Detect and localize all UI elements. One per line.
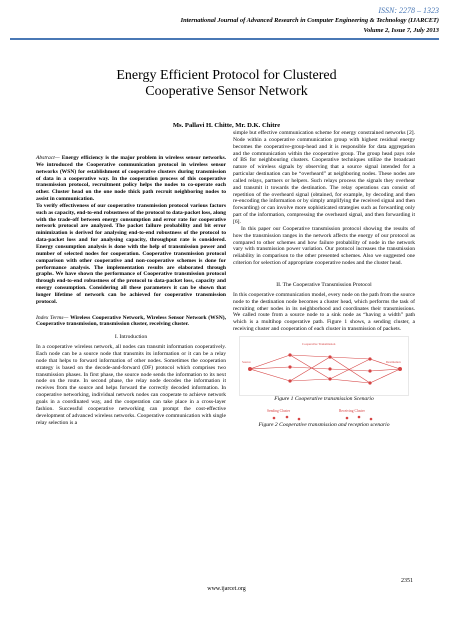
- introduction-text: In a cooperative wireless network, all nodes can transmit information cooperatively. Each node can be a source node that transmits its information or it can be a relay node that helps to forward information of other nodes. Sometimes the cooperation strategy is based on the decode-and-forward (DF) protocol which comprises two transmission phases. In first phase, the source node sends the information to its next node on the route. In second phase, the relay node decodes the information it receives from the source and helps forward the correctly decoded information. In cooperative networking, individual network nodes can cooperate to achieve network goals in a coordinated way, and the cooperation can take place in a cross-layer fashion. Successful cooperative networking can prompt the cost-effective development of advanced wireless networks. Cooperative communication with single relay selection is a: [36, 344, 226, 426]
- abstract: [36, 155, 226, 203]
- left-column: [36, 155, 226, 426]
- figure-1-links: [250, 355, 400, 383]
- issn: ISSN: 2278 – 1323: [378, 6, 439, 15]
- paper-title: [0, 68, 453, 100]
- authors: Ms. Pallavi H. Chitte, Mr. D.K. Chitre: [172, 122, 281, 129]
- figure-2-label-sending: Sending Cluster: [267, 408, 291, 413]
- figure-2-graphic: [239, 406, 409, 422]
- right-column: [233, 130, 415, 429]
- section-2-text: In this cooperative communication model, every node on the path from the source node to the destination node becomes a cluster head, which performs the task of recruiting other nodes in its neighborhood and coordinates their transmissions. We called route from a source node to a sink node as “having a width” path which is a multihop cooperative path. Figure 1 shows, a sending cluster, a receiving cluster and cooperation of each cluster in transmission of packets.: [233, 291, 415, 333]
- figure-2: [239, 406, 409, 422]
- figure-2-nodes: [273, 416, 373, 421]
- index-terms-label: Index Terms—: [36, 314, 71, 321]
- abstract-body: Energy efficiency is the major problem in wireless sensor networks. We introduced the Cooperative communication protocol in wireless sensor networks (WSN) for establishment of cooperative clusters during transmission of data in a cooperative way. In the cooperation process of this cooperative transmission protocol, recruitment policy helps the nodes to co-operate each other. Cluster head on the one node thick path recruit neighboring nodes to assist in communication.: [36, 155, 226, 203]
- figure-2-caption: Figure 2 Cooperative transmission and reception scenario: [258, 421, 390, 428]
- figure-1: [239, 336, 409, 396]
- journal-name: International Journal of Advanced Research in Computer Engineering & Technology (IJARCET): [180, 17, 439, 24]
- right-paragraph-1: simple but effective communication scheme for energy constrained networks [2]. Node within a cooperative communication group with highest residual energy becomes the cooperative-group-head and it is responsible for data aggregation and the communication within the cooperative group. The group head pays role of BS for neighbouring clusters. Cooperative techniques utilize the broadcast nature of wireless signals by observing that a source signal intended for a particular destination can be “overheard” at neighboring nodes. These nodes are called relays, partners or helpers. Such relays process the signals they overhear and transmit it towards the destination. The relay operations can consist of repetition of the overheard signal (obtained, for example, by decoding and then re-encoding the information or by simply amplifying the received signal and then forwarding) or can involve more sophisticated strategies such as forwarding only part of the information, compressing the overheard signal, and then forwarding it [6].: [233, 130, 415, 225]
- title-line-1: Energy Efficient Protocol for Clustered: [116, 68, 337, 83]
- page-number: 2351: [401, 578, 413, 584]
- footer-url: www.ijarcet.org: [207, 586, 246, 592]
- index-terms: [36, 315, 226, 329]
- figure-1-caption: Figure 1 Cooperative transmission Scenario: [274, 395, 374, 402]
- abstract-continued: To verify effectiveness of our cooperative transmission protocol various factors such as capacity, end-to-end robustness of the protocol to data-packet loss, along with the trade-off between energy consumption and error rate for cooperative network protocol are analyzed. The packet failure probability and bit error minimization is derived for analysing end-to-end robustness of the protocol to data-packet loss and for analysing capacity, throughput rate is considered. Energy consumption analysis is done with the help of transmission power and number of selected nodes for cooperation. Cooperative transmission protocol comparison with other cooperative and non-cooperative schemes is done for performance analysis. The implementation results are elaborated through graphs. We have shown the performance of Cooperative transmission protocol through end-to-end robustness of the protocol to data-packet loss, capacity and energy consumption. Considering all these parameters it can be shown that longer lifetime of network can be achieved for cooperative transmission protocol.: [36, 202, 226, 305]
- right-paragraph-2: In this paper our Cooperative transmission protocol showing the results of how the transmission ranges in the network affects the energy of our protocol as compared to other schemes and how failure probability of node in the network vary with transmission power variation. Our protocol increases the transmission reliability in comparison to the other presented schemes. Also we suggested one criterion for selection of appropriate cooperative nodes and the cluster head.: [233, 225, 415, 267]
- volume-info: Volume 2, Issue 7, July 2013: [363, 27, 439, 34]
- figure-1-label-source: Source: [242, 359, 251, 364]
- figure-1-label-cooperative: Cooperative Transmission: [302, 341, 336, 346]
- index-terms-body: Wireless Cooperative Network, Wireless Sensor Network (WSN), Cooperative transmission, transmission cluster, receiving cluster.: [36, 314, 226, 328]
- figure-1-label-destination: Destination: [386, 359, 401, 364]
- abstract-label: Abstract—: [36, 155, 62, 161]
- figure-1-graphic: [240, 337, 410, 397]
- header-rule: [10, 38, 439, 40]
- introduction-heading: I. Introduction: [114, 334, 148, 341]
- figure-2-label-receiving: Receiving Cluster: [339, 408, 365, 413]
- title-line-2: Cooperative Sensor Network: [145, 84, 308, 99]
- section-2-heading: II. The Cooperative Transmission Protocol: [276, 281, 372, 288]
